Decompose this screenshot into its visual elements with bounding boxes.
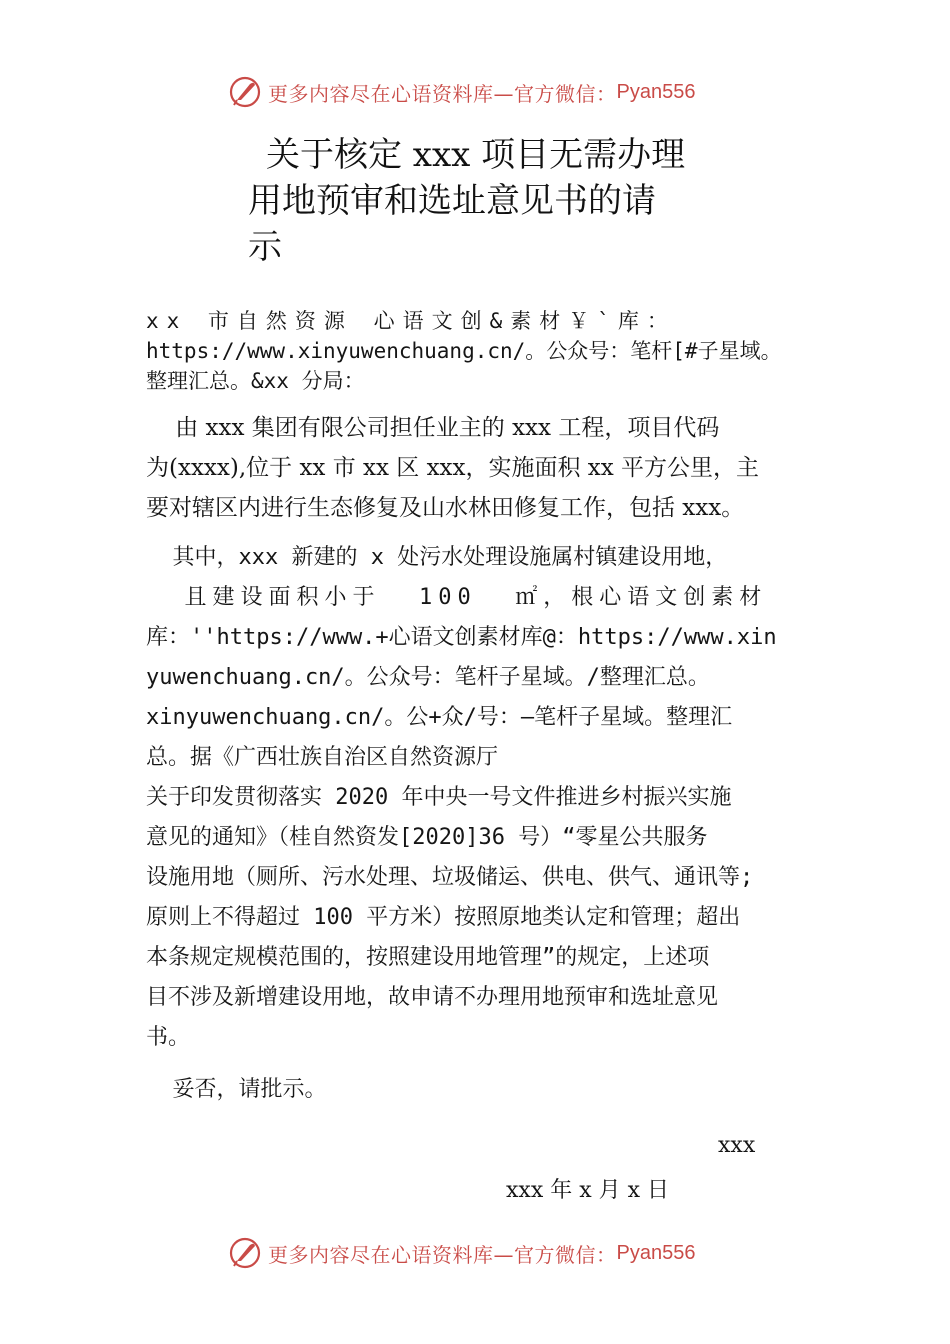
document-title — [248, 132, 728, 270]
document-body — [146, 306, 836, 1110]
addressee-block — [146, 306, 836, 396]
feather-pen-icon — [228, 75, 262, 109]
signature-date: xxx 年 x 月 x 日 — [506, 1178, 670, 1203]
paragraph-3-line-1: 关于印发贯彻落实 2020 年中央一号文件推进乡村振兴实施 — [146, 785, 732, 810]
paragraph-3 — [146, 778, 836, 1058]
paragraph-1 — [146, 408, 836, 528]
title-line-1: 关于核定 xxx 项目无需办理 — [266, 135, 686, 175]
paragraph-2-line-1: 其中，xxx 新建的 x 处污水处理设施属村镇建设用地， — [146, 545, 728, 570]
paragraph-1-line-1: 由 xxx 集团有限公司担任业主的 xxx 工程，项目代码 — [146, 415, 720, 441]
paragraph-3-line-3: 设施用地（厕所、污水处理、垃圾储运、供电、供气、通讯等; — [146, 865, 754, 890]
title-line-2: 用地预审和选址意见书的请 — [248, 181, 656, 221]
paragraph-2-line-3: 库：''https://www.+心语文创素材库@：https://www.xin — [146, 625, 777, 650]
paragraph-2-line-2: 且建设面积小于 100 ㎡，根心语文创素材 — [146, 585, 768, 610]
addressee-line-3: 整理汇总。&xx 分局： — [146, 369, 365, 393]
paragraph-2-line-5: xinyuwenchuang.cn/。公+众/号：—笔杆子星域。整理汇 — [146, 705, 733, 730]
paragraph-3-line-2: 意见的通知》（桂自然资发[2020]36 号）“零星公共服务 — [146, 825, 708, 850]
signature-org: xxx — [718, 1133, 756, 1158]
watermark-slogan: 更多内容尽在心语资料库—官方微信： — [268, 1242, 617, 1267]
addressee-line-1: xx 市自然资源 心语文创&素材￥`库： — [146, 309, 676, 333]
watermark-banner-bottom — [228, 1233, 748, 1273]
paragraph-1-line-2: 为(xxxx),位于 xx 市 xx 区 xxx，实施面积 xx 平方公里，主 — [146, 455, 760, 481]
watermark-banner-top — [228, 72, 748, 112]
closing-line: 妥否，请批示。 — [146, 1077, 327, 1102]
paragraph-3-line-4: 原则上不得超过 100 平方米）按照原地类认定和管理；超出 — [146, 905, 741, 930]
title-line-3: 示 — [248, 227, 282, 267]
watermark-wechat-id: Pyan556 — [616, 1241, 696, 1264]
paragraph-1-line-3: 要对辖区内进行生态修复及山水林田修复工作，包括 xxx。 — [146, 495, 745, 521]
paragraph-3-line-7: 书。 — [146, 1025, 191, 1050]
paragraph-2 — [146, 538, 836, 778]
paragraph-3-line-5: 本条规定规模范围的，按照建设用地管理”的规定，上述项 — [146, 945, 710, 970]
paragraph-3-line-6: 目不涉及新增建设用地，故申请不办理用地预审和选址意见 — [146, 985, 719, 1010]
feather-pen-icon — [228, 1236, 262, 1270]
paragraph-2-line-6: 总。据《广西壮族自治区自然资源厅 — [146, 745, 499, 770]
watermark-slogan: 更多内容尽在心语资料库—官方微信： — [268, 81, 617, 106]
watermark-wechat-id: Pyan556 — [616, 80, 696, 103]
paragraph-2-line-4: yuwenchuang.cn/。公众号：笔杆子星域。/整理汇总。 — [146, 665, 710, 690]
addressee-line-2: https://www.xinyuwenchuang.cn/。公众号：笔杆[#子星域。 — [146, 339, 782, 363]
